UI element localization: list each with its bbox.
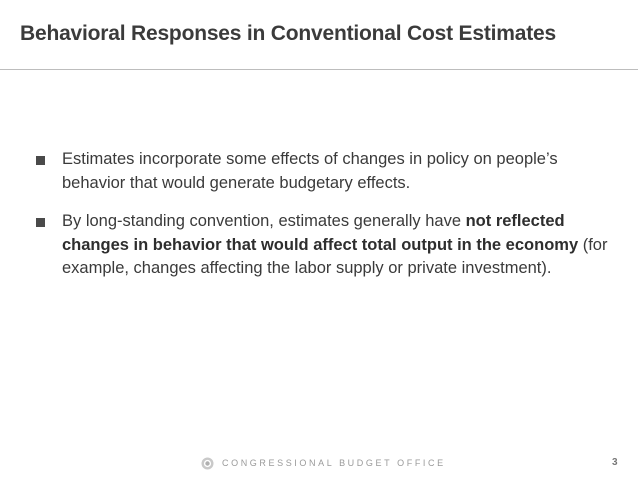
bullet-item-2 [34, 210, 609, 281]
slide-footer [0, 456, 638, 472]
bullet-text-prefix: By long-standing convention, estimates generally have [62, 212, 466, 230]
bullet-text-emphasis: not reflected changes in behavior that would affect total output in the economy [62, 212, 579, 254]
bullet-text-suffix: (for example, changes affecting the labor supply or private investment). [62, 235, 608, 277]
slide-title: Behavioral Responses in Conventional Cost Estimates [20, 22, 556, 45]
page-number: 3 [612, 457, 618, 468]
title-divider [0, 69, 638, 70]
bullet-item-1 [34, 148, 609, 195]
footer-organization: CONGRESSIONAL BUDGET OFFICE [222, 458, 446, 468]
square-bullet-icon [36, 218, 45, 227]
cbo-seal-icon [201, 457, 214, 470]
square-bullet-icon [36, 156, 45, 165]
bullet-list [34, 148, 609, 296]
bullet-text: Estimates incorporate some effects of changes in policy on people’s behavior that would generate budgetary effects. [62, 150, 558, 192]
